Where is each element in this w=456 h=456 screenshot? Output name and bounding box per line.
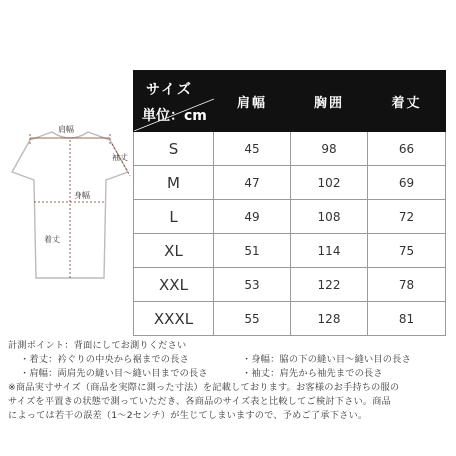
disclaimer-line-2: サイズを平置きの状態で測っていただき、各商品のサイズ表と比較してご検討下さい。商品 bbox=[8, 396, 392, 407]
disclaimer-line-1: ※商品実寸サイズ（商品を実際に測った寸法）を記載しております。お客様のお手持ちの服の bbox=[8, 382, 400, 393]
size-cell: S bbox=[134, 132, 214, 166]
shoulder-cell: 45 bbox=[214, 132, 291, 166]
length-label: 着丈 bbox=[44, 235, 60, 244]
length-cell: 72 bbox=[368, 200, 446, 234]
shoulder-cell: 47 bbox=[214, 166, 291, 200]
table-row bbox=[134, 166, 446, 200]
unit-header-label: 単位：cm bbox=[142, 108, 207, 124]
note-shoulder: ・肩幅：両肩先の縫い目～縫い目までの長さ bbox=[20, 368, 208, 379]
length-cell: 69 bbox=[368, 166, 446, 200]
disclaimer-line-3: によっては若干の誤差（1～2センチ）が生じてしまいますので、予めご了承下さい。 bbox=[8, 410, 368, 421]
notes-title: 計測ポイント：背面にしてお測りください bbox=[8, 340, 187, 351]
chest-cell: 102 bbox=[291, 166, 368, 200]
note-chest: ・身幅：脇の下の縫い目～縫い目の長さ bbox=[242, 354, 411, 365]
chest-cell: 108 bbox=[291, 200, 368, 234]
length-cell: 75 bbox=[368, 234, 446, 268]
chest-cell: 128 bbox=[291, 302, 368, 336]
length-cell: 81 bbox=[368, 302, 446, 336]
size-cell: M bbox=[134, 166, 214, 200]
length-cell: 66 bbox=[368, 132, 446, 166]
chest-cell: 98 bbox=[291, 132, 368, 166]
size-cell: XL bbox=[134, 234, 214, 268]
column-header-length: 着丈 bbox=[368, 71, 446, 132]
size-table bbox=[133, 70, 446, 336]
sleeve-label: 袖丈 bbox=[112, 153, 128, 162]
table-corner-cell bbox=[134, 71, 214, 132]
table-row bbox=[134, 268, 446, 302]
tshirt-measurement-diagram bbox=[0, 110, 150, 310]
size-cell: XXXL bbox=[134, 302, 214, 336]
shoulder-cell: 55 bbox=[214, 302, 291, 336]
shoulder-cell: 53 bbox=[214, 268, 291, 302]
table-row bbox=[134, 200, 446, 234]
column-header-chest: 胸囲 bbox=[291, 71, 368, 132]
note-sleeve: ・袖丈：肩先から袖先までの長さ bbox=[242, 368, 383, 379]
length-cell: 78 bbox=[368, 268, 446, 302]
chest-label: 身幅 bbox=[74, 191, 90, 200]
size-cell: XXL bbox=[134, 268, 214, 302]
chest-cell: 114 bbox=[291, 234, 368, 268]
measurement-notes bbox=[8, 339, 448, 423]
table-row bbox=[134, 234, 446, 268]
chest-cell: 122 bbox=[291, 268, 368, 302]
size-header-label: サイズ bbox=[146, 82, 193, 98]
shoulder-label: 肩幅 bbox=[58, 125, 74, 134]
column-header-shoulder: 肩幅 bbox=[214, 71, 291, 132]
note-length: ・着丈：衿ぐりの中央から裾までの長さ bbox=[20, 354, 189, 365]
table-row bbox=[134, 132, 446, 166]
table-header-row bbox=[134, 71, 446, 132]
shoulder-cell: 49 bbox=[214, 200, 291, 234]
shoulder-cell: 51 bbox=[214, 234, 291, 268]
table-row bbox=[134, 302, 446, 336]
size-cell: L bbox=[134, 200, 214, 234]
